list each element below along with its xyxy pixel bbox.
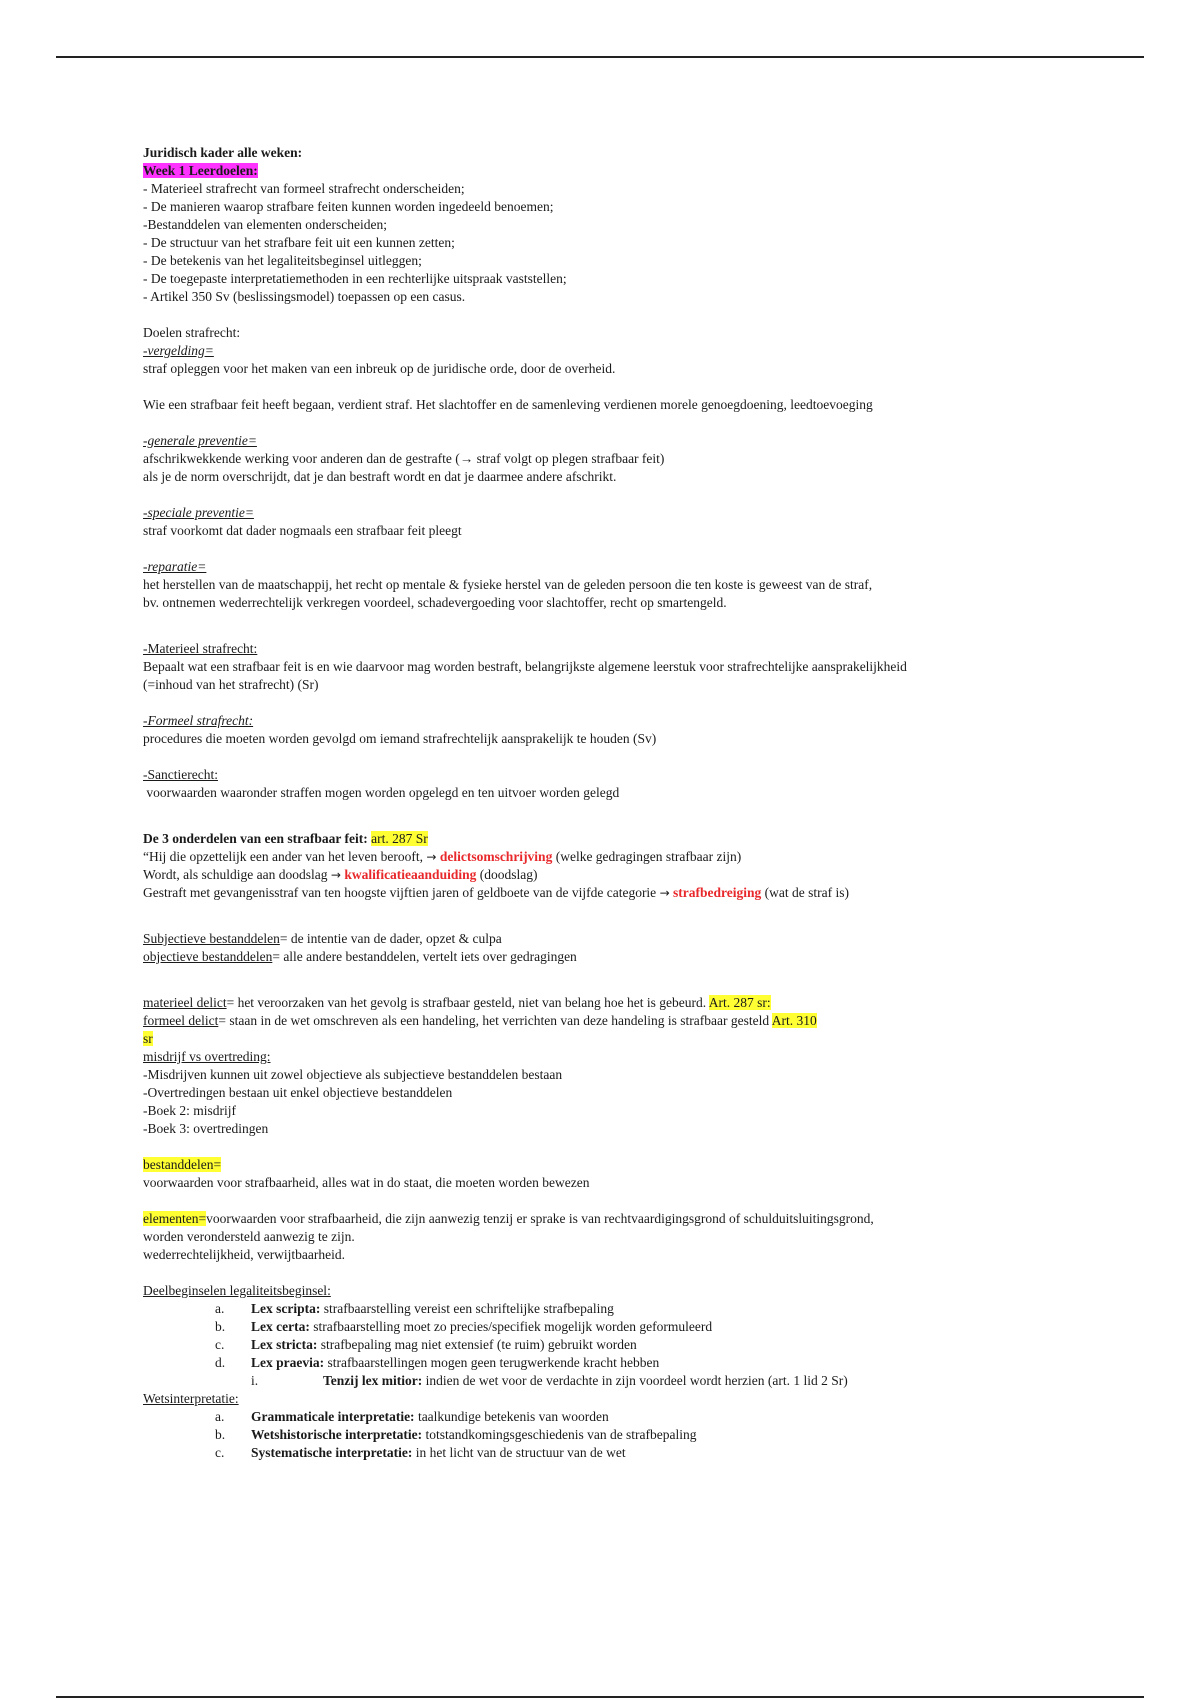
list-item: b. Lex certa: strafbaarstelling moet zo precies/specifiek mogelijk worden geformuleerd: [215, 1319, 713, 1334]
vergelding-text: straf opleggen voor het maken van een inbreuk op de juridische orde, door de overheid.: [143, 361, 616, 376]
article-highlight: sr: [143, 1031, 153, 1046]
formeel-delict-cont: [143, 1030, 1083, 1048]
list-item: c. Lex stricta: strafbepaling mag niet extensief (te ruim) gebruikt worden: [215, 1337, 637, 1352]
document-body: [143, 144, 1083, 1462]
list-item: -Boek 3: overtredingen: [143, 1121, 269, 1136]
generale-preventie-term: -generale preventie=: [143, 433, 257, 448]
list-item: - Materieel strafrecht van formeel strafrecht onderscheiden;: [143, 181, 465, 196]
list-item: a. Grammaticale interpretatie: taalkundige betekenis van woorden: [215, 1409, 609, 1424]
legaliteitsbeginsel-heading: Deelbeginselen legaliteitsbeginsel:: [143, 1283, 331, 1298]
misdrijf-list: [143, 1066, 1083, 1138]
list-item: - Artikel 350 Sv (beslissingsmodel) toepassen op een casus.: [143, 289, 466, 304]
onderdeel-line-1: “Hij die opzettelijk een ander van het leven berooft, → delictsomschrijving (welke gedragingen strafbaar zijn): [143, 849, 742, 864]
elementen-text-2: worden verondersteld aanwezig te zijn.: [143, 1229, 355, 1244]
top-rule: [56, 56, 1144, 58]
materieel-delict: materieel delict= het veroorzaken van het gevolg is strafbaar gesteld, niet van belang hoe het is gebeurd. Art. 287 sr:: [143, 995, 771, 1010]
list-item: - De toegepaste interpretatiemethoden in een rechterlijke uitspraak vaststellen;: [143, 271, 567, 286]
wetsinterpretatie-heading: Wetsinterpretatie:: [143, 1391, 239, 1406]
reparatie-term: -reparatie=: [143, 559, 207, 574]
speciale-preventie-text: straf voorkomt dat dader nogmaals een strafbaar feit pleegt: [143, 523, 462, 538]
wetsinterpretatie-list: [143, 1408, 1083, 1462]
materieel-strafrecht-term: -Materieel strafrecht:: [143, 641, 258, 656]
doelen-heading: Doelen strafrecht:: [143, 325, 241, 340]
objectieve-bestanddelen: objectieve bestanddelen= alle andere bestanddelen, vertelt iets over gedragingen: [143, 949, 577, 964]
list-item: c. Systematische interpretatie: in het licht van de structuur van de wet: [215, 1445, 626, 1460]
list-item: d. Lex praevia: strafbaarstellingen mogen geen terugwerkende kracht hebben: [215, 1355, 660, 1370]
arrow-right-icon: →: [659, 886, 670, 900]
elementen-text: elementen=voorwaarden voor strafbaarheid, die zijn aanwezig tenzij er sprake is van rechtvaardigingsgrond of schulduitsluitingsgrond,: [143, 1211, 874, 1226]
week1-heading: Week 1 Leerdoelen:: [143, 163, 258, 178]
list-item: -Boek 2: misdrijf: [143, 1103, 236, 1118]
document-title: Juridisch kader alle weken:: [143, 145, 303, 160]
leerdoelen-list: [143, 180, 1083, 306]
generale-preventie-text-2: als je de norm overschrijdt, dat je dan bestraft wordt en dat je daarmee andere afschrikt.: [143, 469, 617, 484]
vergelding-text-2: Wie een strafbaar feit heeft begaan, verdient straf. Het slachtoffer en de samenleving verdienen morele genoegdoening, leedtoevoeging: [143, 397, 873, 412]
list-item: b. Wetshistorische interpretatie: totstandkomingsgeschiedenis van de strafbepaling: [215, 1427, 697, 1442]
speciale-preventie-term: -speciale preventie=: [143, 505, 254, 520]
formeel-delict: formeel delict= staan in de wet omschreven als een handeling, het verrichten van deze handeling is strafbaar gesteld Art. 310: [143, 1013, 817, 1028]
arrow-right-icon: →: [330, 868, 341, 882]
reparatie-text-2: bv. ontnemen wederrechtelijk verkregen voordeel, schadevergoeding voor slachtoffer, recht op smartengeld.: [143, 595, 727, 610]
onderdeel-line-3: Gestraft met gevangenisstraf van ten hoogste vijftien jaren of geldboete van de vijfde categorie → strafbedreiging (wat de straf is): [143, 885, 849, 900]
list-item: -Overtredingen bestaan uit enkel objectieve bestanddelen: [143, 1085, 453, 1100]
bestanddelen-text: voorwaarden voor strafbaarheid, alles wat in do staat, die moeten worden bewezen: [143, 1175, 590, 1190]
list-item: -Misdrijven kunnen uit zowel objectieve als subjectieve bestanddelen bestaan: [143, 1067, 563, 1082]
list-subitem: i. Tenzij lex mitior: indien de wet voor de verdachte in zijn voordeel wordt herzien (art. 1 lid 2 Sr): [251, 1373, 848, 1388]
formeel-strafrecht-text: procedures die moeten worden gevolgd om iemand strafrechtelijk aansprakelijk te houden (Sv): [143, 731, 657, 746]
article-highlight: Art. 287 sr:: [708, 995, 771, 1010]
misdrijf-term: misdrijf vs overtreding:: [143, 1049, 271, 1064]
article-highlight: art. 287 Sr: [371, 831, 428, 846]
arrow-right-icon: →: [426, 850, 437, 864]
elementen-text-3: wederrechtelijkheid, verwijtbaarheid.: [143, 1247, 346, 1262]
bottom-rule: [56, 1696, 1144, 1698]
materieel-strafrecht-text-2: (=inhoud van het strafrecht) (Sr): [143, 677, 319, 692]
formeel-strafrecht-term: -Formeel strafrecht:: [143, 713, 254, 728]
list-item: - De betekenis van het legaliteitsbeginsel uitleggen;: [143, 253, 422, 268]
reparatie-text: het herstellen van de maatschappij, het recht op mentale & fysieke herstel van de geleden persoon die ten koste is geweest van de straf,: [143, 577, 873, 592]
legaliteitsbeginsel-list: [143, 1300, 1083, 1390]
bestanddelen-term: bestanddelen=: [143, 1157, 222, 1172]
article-highlight: Art. 310: [771, 1013, 817, 1028]
sanctierecht-term: -Sanctierecht:: [143, 767, 218, 782]
list-item: a. Lex scripta: strafbaarstelling vereist een schriftelijke strafbepaling: [215, 1301, 614, 1316]
onderdeel-line-2: Wordt, als schuldige aan doodslag → kwalificatieaanduiding (doodslag): [143, 867, 538, 882]
list-item: - De structuur van het strafbare feit uit een kunnen zetten;: [143, 235, 455, 250]
materieel-strafrecht-text: Bepaalt wat een strafbaar feit is en wie daarvoor mag worden bestraft, belangrijkste algemene leerstuk voor strafrechtelijke aansprakelijkheid: [143, 659, 907, 674]
subjectieve-bestanddelen: Subjectieve bestanddelen= de intentie van de dader, opzet & culpa: [143, 931, 502, 946]
sanctierecht-text: voorwaarden waaronder straffen mogen worden opgelegd en ten uitvoer worden gelegd: [143, 785, 620, 800]
list-item: - De manieren waarop strafbare feiten kunnen worden ingedeeld benoemen;: [143, 199, 554, 214]
onderdelen-heading: De 3 onderdelen van een strafbaar feit: art. 287 Sr: [143, 831, 428, 846]
vergelding-term: -vergelding=: [143, 343, 214, 358]
generale-preventie-text: afschrikwekkende werking voor anderen dan de gestrafte (→ straf volgt op plegen strafbaar feit): [143, 451, 665, 466]
list-item: -Bestanddelen van elementen onderscheiden;: [143, 217, 388, 232]
